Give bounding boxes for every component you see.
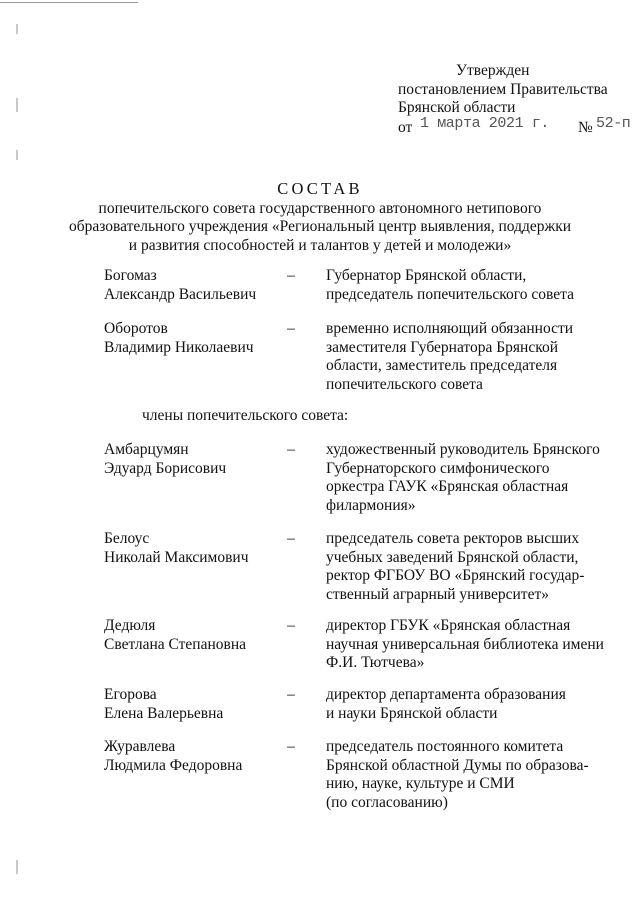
person-name [104, 617, 284, 654]
person-name [104, 320, 284, 357]
surname: Дедюля [104, 617, 156, 634]
approval-date: 1 марта 2021 г. [420, 114, 550, 132]
role-line: нию, науке, культуре и СМИ [326, 775, 515, 792]
surname: Оборотов [104, 320, 168, 337]
person-role [326, 738, 626, 812]
council-member [104, 530, 634, 630]
given-names: Эдуард Борисович [104, 459, 227, 477]
council-member [104, 738, 634, 838]
role-line: Ф.И. Тютчева» [326, 654, 425, 671]
role-line: научная универсальная библиотека имени [326, 635, 604, 653]
person-name [104, 686, 284, 723]
given-names: Александр Васильевич [104, 285, 257, 303]
role-line: учебных заведений Брянской области, [326, 548, 579, 566]
scan-edge-mark [16, 98, 18, 112]
role-line: оркестра ГАУК «Брянская областная [326, 478, 569, 495]
approval-date-line [398, 114, 638, 138]
members-label: члены попечительского совета: [142, 407, 349, 424]
role-line: и науки Брянской области [326, 704, 498, 722]
role-line: области, заместитель председателя [326, 357, 558, 374]
dash: – [287, 441, 295, 458]
person-name [104, 441, 284, 478]
scan-edge-mark [16, 150, 18, 160]
approval-block [398, 62, 638, 138]
role-line: ственный аграрный университет» [326, 585, 549, 603]
council-deputy-chair [104, 320, 634, 420]
surname: Амбарцумян [104, 441, 189, 458]
role-line: Губернатор Брянской области, [326, 267, 527, 284]
surname: Богомаз [104, 267, 157, 284]
person-role [326, 441, 626, 515]
date-prefix: от [398, 118, 413, 136]
person-name [104, 267, 284, 304]
heading-line: образовательного учреждения «Региональный центр выявления, поддержки [68, 218, 572, 235]
role-line: художественный руководитель Брянского [326, 441, 600, 458]
surname: Егорова [104, 686, 157, 703]
given-names: Елена Валерьевна [104, 704, 224, 722]
council-member [104, 441, 634, 541]
scan-edge-line [0, 2, 138, 3]
person-name [104, 530, 284, 567]
role-line: председатель попечительского совета [326, 285, 574, 303]
role-line: председатель постоянного комитета [326, 738, 564, 755]
dash: – [287, 686, 295, 703]
given-names: Николай Максимович [104, 548, 249, 566]
person-role [326, 530, 626, 604]
given-names: Светлана Степановна [104, 635, 246, 653]
role-line: заместителя Губернатора Брянской [326, 338, 558, 356]
role-line: попечительского совета [326, 375, 483, 393]
person-name [104, 738, 284, 775]
given-names: Людмила Федоровна [104, 756, 243, 774]
person-role [326, 267, 626, 304]
scan-edge-mark [16, 24, 18, 34]
role-line: (по согласованию) [326, 793, 448, 811]
person-role [326, 686, 626, 723]
scan-edge-mark [16, 860, 18, 874]
role-line: Губернаторского симфонического [326, 459, 550, 477]
person-role [326, 320, 626, 394]
dash: – [287, 530, 295, 547]
given-names: Владимир Николаевич [104, 338, 254, 356]
dash: – [287, 738, 295, 755]
document-title: СОСТАВ [277, 179, 363, 198]
role-line: Брянской областной Думы по образова- [326, 756, 589, 774]
dash: – [287, 617, 295, 634]
dash: – [287, 267, 295, 284]
heading-line: попечительского совета государственного автономного нетипового [98, 199, 542, 217]
dash: – [287, 320, 295, 337]
approval-number: 52-п [596, 114, 631, 132]
approval-line: Брянской области [398, 99, 516, 116]
surname: Белоус [104, 530, 150, 547]
document-heading [0, 180, 640, 255]
role-line: филармония» [326, 496, 416, 514]
approval-title: Утвержден [456, 62, 530, 79]
role-line: директор ГБУК «Брянская областная [326, 617, 571, 634]
role-line: директор департамента образования [326, 686, 566, 703]
role-line: временно исполняющий обязанности [326, 320, 574, 337]
person-role [326, 617, 626, 673]
surname: Журавлева [104, 738, 176, 755]
role-line: ректор ФГБОУ ВО «Брянский государ- [326, 567, 585, 584]
role-line: председатель совета ректоров высших [326, 530, 580, 547]
number-sign: № [578, 118, 593, 136]
approval-line: постановлением Правительства [398, 80, 608, 98]
heading-line: и развития способностей и талантов у детей и молодежи» [128, 236, 512, 254]
